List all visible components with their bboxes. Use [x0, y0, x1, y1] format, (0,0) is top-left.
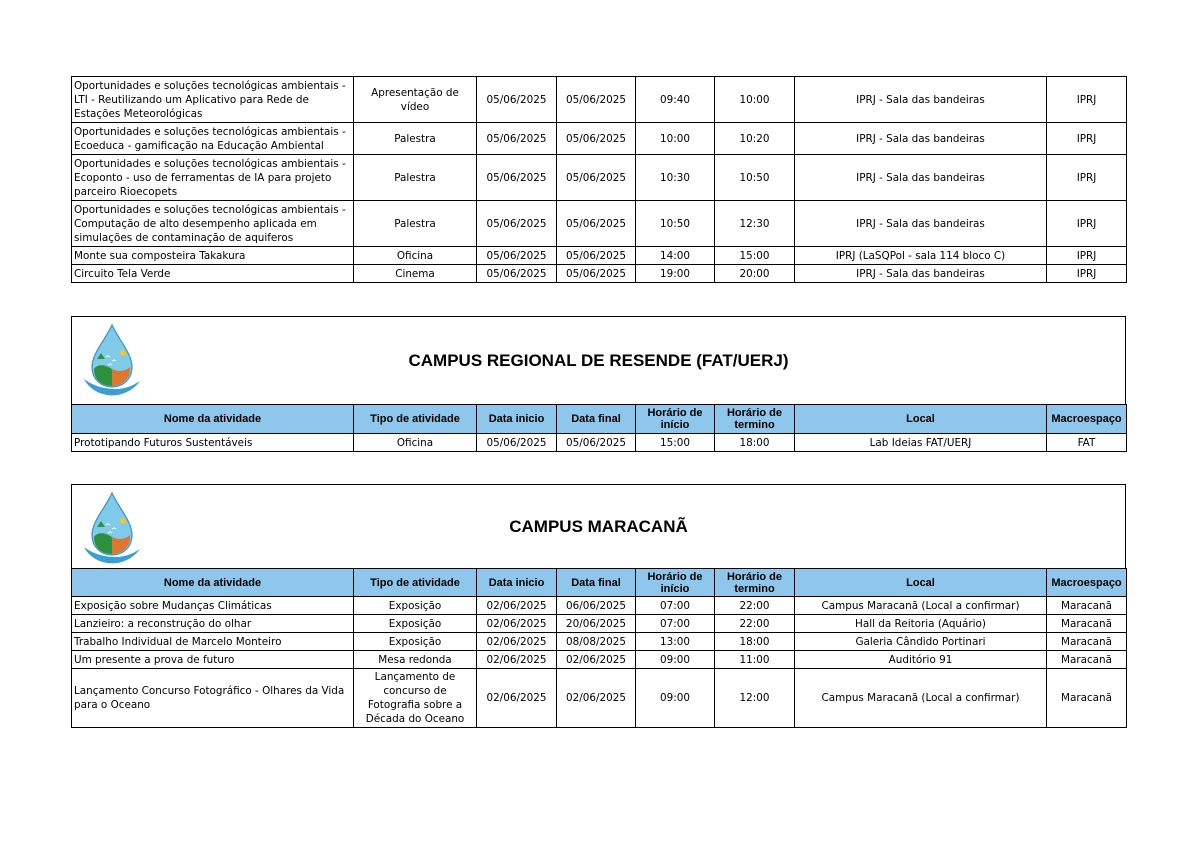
cell-start-time: 10:00 — [636, 123, 715, 155]
cell-start-time: 09:00 — [636, 651, 715, 669]
table-row — [72, 123, 1127, 155]
col-header-type: Tipo de atividade — [354, 405, 477, 434]
cell-macro-space: Maracanã — [1047, 651, 1127, 669]
cell-macro-space: IPRJ — [1047, 265, 1127, 283]
cell-location: Auditório 91 — [795, 651, 1047, 669]
col-header-name: Nome da atividade — [72, 405, 354, 434]
cell-location: IPRJ - Sala das bandeiras — [795, 77, 1047, 123]
cell-end-time: 22:00 — [715, 597, 795, 615]
cell-end-date: 20/06/2025 — [557, 615, 636, 633]
cell-location: IPRJ - Sala das bandeiras — [795, 265, 1047, 283]
cell-end-date: 05/06/2025 — [557, 123, 636, 155]
cell-location: Campus Maracanã (Local a confirmar) — [795, 597, 1047, 615]
cell-start-date: 05/06/2025 — [477, 123, 557, 155]
cell-start-date: 02/06/2025 — [477, 669, 557, 728]
cell-end-date: 06/06/2025 — [557, 597, 636, 615]
col-header-type: Tipo de atividade — [354, 569, 477, 597]
cell-start-time: 07:00 — [636, 597, 715, 615]
cell-macro-space: Maracanã — [1047, 597, 1127, 615]
cell-location: Hall da Reitoria (Aquário) — [795, 615, 1047, 633]
cell-activity-type: Lançamento de concurso de Fotografia sobre a Década do Oceano — [354, 669, 477, 728]
col-header-macro: Macroespaço — [1047, 569, 1127, 597]
cell-start-time: 15:00 — [636, 434, 715, 452]
cell-macro-space: IPRJ — [1047, 247, 1127, 265]
cell-start-date: 05/06/2025 — [477, 434, 557, 452]
top-activities-table — [71, 76, 1127, 283]
cell-start-time: 07:00 — [636, 615, 715, 633]
cell-macro-space: IPRJ — [1047, 77, 1127, 123]
cell-end-date: 02/06/2025 — [557, 669, 636, 728]
cell-end-date: 05/06/2025 — [557, 155, 636, 201]
col-header-start-time: Horário de início — [636, 569, 715, 597]
cell-location: IPRJ - Sala das bandeiras — [795, 155, 1047, 201]
cell-activity-type: Oficina — [354, 434, 477, 452]
cell-activity-type: Cinema — [354, 265, 477, 283]
table-row — [72, 669, 1127, 728]
cell-activity-type: Exposição — [354, 633, 477, 651]
cell-activity-name: Exposição sobre Mudanças Climáticas — [72, 597, 354, 615]
table-row — [72, 597, 1127, 615]
table-row — [72, 77, 1127, 123]
cell-location: IPRJ - Sala das bandeiras — [795, 123, 1047, 155]
cell-end-time: 10:50 — [715, 155, 795, 201]
cell-activity-name: Um presente a prova de futuro — [72, 651, 354, 669]
cell-end-time: 11:00 — [715, 651, 795, 669]
cell-activity-name: Oportunidades e soluções tecnológicas ambientais - LTI - Reutilizando um Aplicativo para Rede de Estações Meteorológicas — [72, 77, 354, 123]
cell-start-time: 13:00 — [636, 633, 715, 651]
cell-activity-name: Oportunidades e soluções tecnológicas ambientais - Computação de alto desempenho aplicada em simulações de contaminação de aquiferos — [72, 201, 354, 247]
cell-activity-type: Apresentação de vídeo — [354, 77, 477, 123]
maracana-activities-table — [71, 568, 1127, 728]
col-header-macro: Macroespaço — [1047, 405, 1127, 434]
col-header-location: Local — [795, 569, 1047, 597]
cell-activity-type: Exposição — [354, 615, 477, 633]
cell-location: IPRJ (LaSQPol - sala 114 bloco C) — [795, 247, 1047, 265]
cell-start-date: 05/06/2025 — [477, 247, 557, 265]
cell-location: IPRJ - Sala das bandeiras — [795, 201, 1047, 247]
cell-macro-space: Maracanã — [1047, 615, 1127, 633]
top-table-body — [72, 77, 1127, 283]
cell-start-date: 02/06/2025 — [477, 597, 557, 615]
col-header-start-time: Horário de início — [636, 405, 715, 434]
resende-section-header — [71, 316, 1126, 405]
cell-activity-name: Circuito Tela Verde — [72, 265, 354, 283]
cell-activity-type: Exposição — [354, 597, 477, 615]
cell-activity-type: Palestra — [354, 201, 477, 247]
cell-macro-space: IPRJ — [1047, 201, 1127, 247]
table-row — [72, 633, 1127, 651]
cell-activity-name: Oportunidades e soluções tecnológicas ambientais - Ecoponto - uso de ferramentas de IA para projeto parceiro Rioecopets — [72, 155, 354, 201]
cell-activity-type: Mesa redonda — [354, 651, 477, 669]
cell-start-time: 19:00 — [636, 265, 715, 283]
cell-activity-type: Palestra — [354, 155, 477, 201]
col-header-end-time: Horário de termino — [715, 405, 795, 434]
table-row — [72, 651, 1127, 669]
maracana-header-row — [72, 569, 1127, 597]
cell-end-date: 05/06/2025 — [557, 201, 636, 247]
col-header-name: Nome da atividade — [72, 569, 354, 597]
maracana-section-header — [71, 484, 1126, 569]
cell-start-date: 02/06/2025 — [477, 651, 557, 669]
cell-start-time: 10:50 — [636, 201, 715, 247]
table-row — [72, 201, 1127, 247]
cell-start-time: 09:40 — [636, 77, 715, 123]
cell-macro-space: FAT — [1047, 434, 1127, 452]
cell-activity-name: Lançamento Concurso Fotográfico - Olhares da Vida para o Oceano — [72, 669, 354, 728]
col-header-start-date: Data inicio — [477, 569, 557, 597]
table-row — [72, 155, 1127, 201]
cell-start-date: 05/06/2025 — [477, 265, 557, 283]
cell-activity-name: Monte sua composteira Takakura — [72, 247, 354, 265]
col-header-end-date: Data final — [557, 569, 636, 597]
cell-activity-name: Lanzieiro: a reconstrução do olhar — [72, 615, 354, 633]
cell-end-time: 18:00 — [715, 434, 795, 452]
col-header-start-date: Data inicio — [477, 405, 557, 434]
cell-activity-name: Trabalho Individual de Marcelo Monteiro — [72, 633, 354, 651]
cell-macro-space: Maracanã — [1047, 669, 1127, 728]
resende-table-body — [72, 434, 1127, 452]
cell-location: Campus Maracanã (Local a confirmar) — [795, 669, 1047, 728]
cell-start-date: 02/06/2025 — [477, 633, 557, 651]
resende-activities-table — [71, 404, 1127, 452]
cell-end-time: 12:00 — [715, 669, 795, 728]
cell-activity-type: Oficina — [354, 247, 477, 265]
cell-location: Lab Ideias FAT/UERJ — [795, 434, 1047, 452]
table-row — [72, 265, 1127, 283]
col-header-end-date: Data final — [557, 405, 636, 434]
cell-start-date: 02/06/2025 — [477, 615, 557, 633]
maracana-title: CAMPUS MARACANÃ — [509, 517, 688, 536]
cell-macro-space: IPRJ — [1047, 123, 1127, 155]
col-header-location: Local — [795, 405, 1047, 434]
cell-start-date: 05/06/2025 — [477, 155, 557, 201]
cell-end-date: 08/08/2025 — [557, 633, 636, 651]
cell-end-date: 05/06/2025 — [557, 265, 636, 283]
cell-end-time: 12:30 — [715, 201, 795, 247]
cell-end-time: 18:00 — [715, 633, 795, 651]
cell-end-time: 10:00 — [715, 77, 795, 123]
cell-end-date: 05/06/2025 — [557, 247, 636, 265]
cell-end-time: 20:00 — [715, 265, 795, 283]
table-row — [72, 247, 1127, 265]
cell-start-time: 14:00 — [636, 247, 715, 265]
cell-end-date: 05/06/2025 — [557, 434, 636, 452]
maracana-table-body — [72, 597, 1127, 728]
cell-end-date: 05/06/2025 — [557, 77, 636, 123]
cell-activity-type: Palestra — [354, 123, 477, 155]
cell-end-date: 02/06/2025 — [557, 651, 636, 669]
cell-macro-space: IPRJ — [1047, 155, 1127, 201]
cell-start-date: 05/06/2025 — [477, 77, 557, 123]
table-row — [72, 434, 1127, 452]
table-row — [72, 615, 1127, 633]
cell-activity-name: Oportunidades e soluções tecnológicas ambientais - Ecoeduca - gamificação na Educação Ambiental — [72, 123, 354, 155]
resende-title: CAMPUS REGIONAL DE RESENDE (FAT/UERJ) — [408, 351, 789, 370]
cell-end-time: 22:00 — [715, 615, 795, 633]
cell-location: Galeria Cândido Portinari — [795, 633, 1047, 651]
cell-end-time: 10:20 — [715, 123, 795, 155]
cell-end-time: 15:00 — [715, 247, 795, 265]
resende-header-row — [72, 405, 1127, 434]
cell-activity-name: Prototipando Futuros Sustentáveis — [72, 434, 354, 452]
cell-start-time: 10:30 — [636, 155, 715, 201]
cell-start-date: 05/06/2025 — [477, 201, 557, 247]
cell-start-time: 09:00 — [636, 669, 715, 728]
cell-macro-space: Maracanã — [1047, 633, 1127, 651]
col-header-end-time: Horário de termino — [715, 569, 795, 597]
